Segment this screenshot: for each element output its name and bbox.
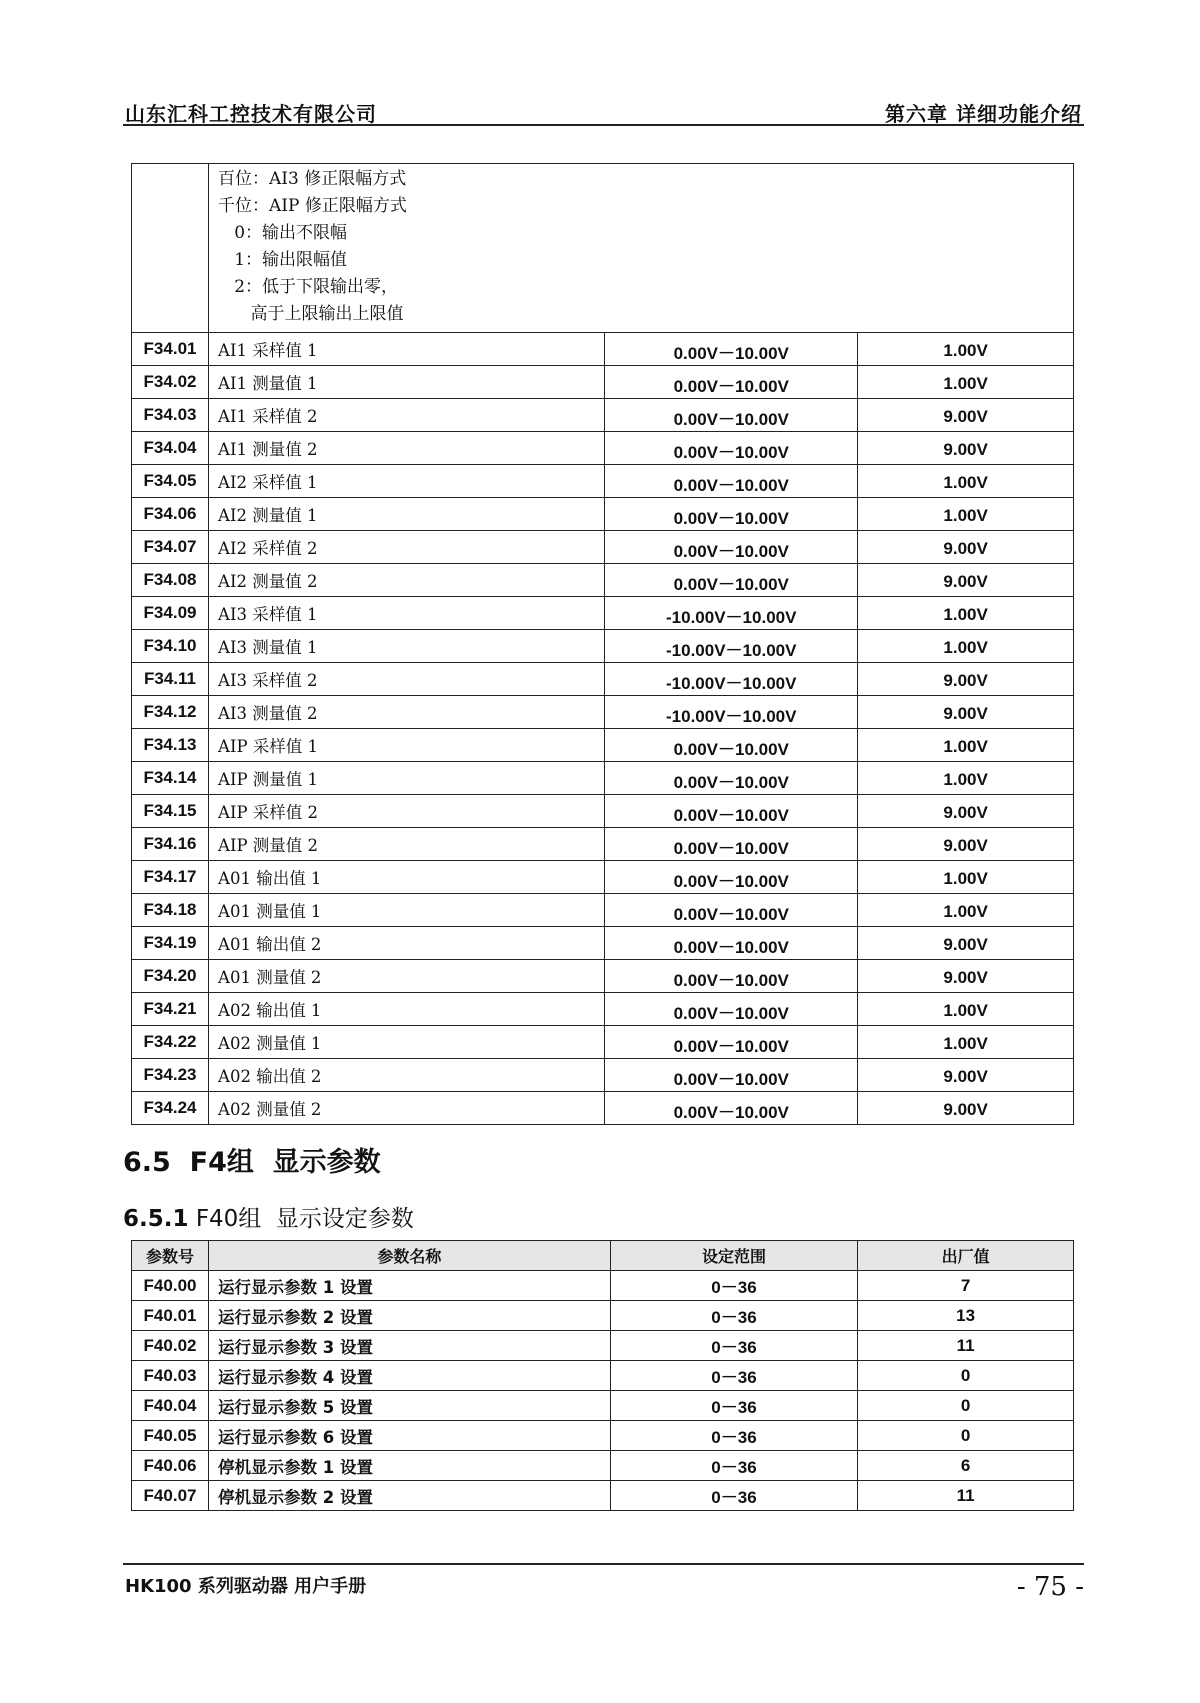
setting-range: -10.00V－10.00V: [605, 597, 858, 630]
setting-range: 0－36: [610, 1421, 858, 1451]
setting-range: 0.00V－10.00V: [605, 894, 858, 927]
table-row: [132, 366, 1074, 399]
setting-range: 0.00V－10.00V: [605, 399, 858, 432]
setting-range: 0.00V－10.00V: [605, 927, 858, 960]
table-row: [132, 894, 1074, 927]
table-header-row: [132, 1241, 1074, 1271]
header-param-code: 参数号: [132, 1241, 209, 1271]
factory-default: 1.00V: [858, 333, 1074, 366]
table-row: [132, 696, 1074, 729]
table-row: [132, 960, 1074, 993]
param-code: F34.16: [132, 828, 209, 861]
setting-range: 0.00V－10.00V: [605, 465, 858, 498]
param-code: F34.24: [132, 1092, 209, 1125]
param-name: A02 输出值 2: [209, 1059, 605, 1092]
factory-default: 9.00V: [858, 828, 1074, 861]
subsection-number: 6.5.1: [123, 1206, 189, 1232]
setting-range: 0.00V－10.00V: [605, 1026, 858, 1059]
param-name: AI3 测量值 2: [209, 696, 605, 729]
param-name: AI2 测量值 1: [209, 498, 605, 531]
table-row: [132, 1026, 1074, 1059]
param-name: AI3 采样值 1: [209, 597, 605, 630]
setting-range: 0－36: [610, 1271, 858, 1301]
setting-range: 0.00V－10.00V: [605, 333, 858, 366]
continuation-row: [132, 164, 1074, 333]
param-code: F34.07: [132, 531, 209, 564]
subsection-title: F40组 显示设定参数: [195, 1206, 414, 1232]
param-name: A01 输出值 1: [209, 861, 605, 894]
param-code: F34.22: [132, 1026, 209, 1059]
setting-range: 0.00V－10.00V: [605, 366, 858, 399]
param-code: F34.04: [132, 432, 209, 465]
factory-default: 7: [858, 1271, 1074, 1301]
param-code: F34.21: [132, 993, 209, 1026]
table-row: [132, 993, 1074, 1026]
table-row: [132, 432, 1074, 465]
setting-range: 0.00V－10.00V: [605, 432, 858, 465]
param-name: AI1 测量值 2: [209, 432, 605, 465]
setting-range: 0－36: [610, 1331, 858, 1361]
factory-default: 1.00V: [858, 1026, 1074, 1059]
param-code: F34.03: [132, 399, 209, 432]
factory-default: 9.00V: [858, 531, 1074, 564]
factory-default: 1.00V: [858, 366, 1074, 399]
param-name: 运行显示参数 2 设置: [209, 1301, 611, 1331]
table-row: [132, 531, 1074, 564]
param-name: AI2 采样值 1: [209, 465, 605, 498]
setting-range: 0.00V－10.00V: [605, 729, 858, 762]
table-row: [132, 465, 1074, 498]
setting-range: 0.00V－10.00V: [605, 531, 858, 564]
param-name: AI3 采样值 2: [209, 663, 605, 696]
factory-default: 9.00V: [858, 399, 1074, 432]
factory-default: 9.00V: [858, 960, 1074, 993]
factory-default: 0: [858, 1421, 1074, 1451]
param-code: F34.02: [132, 366, 209, 399]
table-row: [132, 399, 1074, 432]
factory-default: 1.00V: [858, 630, 1074, 663]
continuation-line: 1：输出限幅值: [218, 250, 348, 270]
factory-default: 1.00V: [858, 597, 1074, 630]
param-code: F34.23: [132, 1059, 209, 1092]
table-row: [132, 1092, 1074, 1125]
param-name: 运行显示参数 5 设置: [209, 1391, 611, 1421]
table-row: [132, 1361, 1074, 1391]
table-row: [132, 1481, 1074, 1511]
param-code: F40.04: [132, 1391, 209, 1421]
subsection-heading: [123, 1200, 414, 1233]
section-number: 6.5: [123, 1147, 171, 1178]
param-name: AI2 采样值 2: [209, 531, 605, 564]
setting-range: 0－36: [610, 1391, 858, 1421]
param-code: F40.00: [132, 1271, 209, 1301]
param-code: F34.13: [132, 729, 209, 762]
table-row: [132, 1451, 1074, 1481]
setting-range: 0.00V－10.00V: [605, 993, 858, 1026]
table-row: [132, 630, 1074, 663]
param-code: F34.10: [132, 630, 209, 663]
continuation-description: [209, 164, 858, 333]
continuation-code-cell: [132, 164, 209, 333]
table-row: [132, 498, 1074, 531]
param-name: A02 测量值 2: [209, 1092, 605, 1125]
param-code: F34.01: [132, 333, 209, 366]
param-name: A01 输出值 2: [209, 927, 605, 960]
table-row: [132, 1391, 1074, 1421]
continuation-line: 百位：AI3 修正限幅方式: [218, 169, 407, 189]
param-name: AI3 测量值 1: [209, 630, 605, 663]
factory-default: 9.00V: [858, 432, 1074, 465]
param-code: F34.12: [132, 696, 209, 729]
setting-range: 0－36: [610, 1481, 858, 1511]
param-name: AIP 测量值 1: [209, 762, 605, 795]
factory-default: 9.00V: [858, 564, 1074, 597]
param-code: F34.18: [132, 894, 209, 927]
factory-default: 1.00V: [858, 894, 1074, 927]
param-name: 停机显示参数 1 设置: [209, 1451, 611, 1481]
param-code: F40.02: [132, 1331, 209, 1361]
setting-range: 0－36: [610, 1361, 858, 1391]
param-code: F34.06: [132, 498, 209, 531]
factory-default: 11: [858, 1481, 1074, 1511]
setting-range: 0.00V－10.00V: [605, 861, 858, 894]
factory-default: 0: [858, 1361, 1074, 1391]
param-code: F34.09: [132, 597, 209, 630]
manual-title: HK100 系列驱动器 用户手册: [125, 1576, 367, 1597]
table-row: [132, 828, 1074, 861]
company-name: 山东汇科工控技术有限公司: [125, 102, 377, 126]
param-code: F34.11: [132, 663, 209, 696]
table-row: [132, 564, 1074, 597]
param-name: AI1 采样值 2: [209, 399, 605, 432]
param-name: A02 输出值 1: [209, 993, 605, 1026]
param-name: A01 测量值 2: [209, 960, 605, 993]
factory-default: 1.00V: [858, 762, 1074, 795]
param-name: AI1 采样值 1: [209, 333, 605, 366]
table-row: [132, 1059, 1074, 1092]
param-code: F34.19: [132, 927, 209, 960]
table-row: [132, 1301, 1074, 1331]
page-header: [123, 96, 1084, 126]
param-name: AIP 采样值 2: [209, 795, 605, 828]
setting-range: -10.00V－10.00V: [605, 663, 858, 696]
factory-default: 1.00V: [858, 861, 1074, 894]
param-name: AIP 采样值 1: [209, 729, 605, 762]
param-code: F40.05: [132, 1421, 209, 1451]
table-row: [132, 333, 1074, 366]
continuation-line: 高于上限输出上限值: [218, 304, 404, 324]
param-code: F40.07: [132, 1481, 209, 1511]
param-code: F34.20: [132, 960, 209, 993]
factory-default: 9.00V: [858, 1092, 1074, 1125]
factory-default: 9.00V: [858, 795, 1074, 828]
factory-default: 1.00V: [858, 729, 1074, 762]
footer-rule: [123, 1563, 1084, 1565]
table-row: [132, 663, 1074, 696]
setting-range: 0.00V－10.00V: [605, 564, 858, 597]
setting-range: 0.00V－10.00V: [605, 762, 858, 795]
factory-default: 0: [858, 1391, 1074, 1421]
factory-default: 1.00V: [858, 498, 1074, 531]
param-name: A02 测量值 1: [209, 1026, 605, 1059]
factory-default: 9.00V: [858, 696, 1074, 729]
param-code: F34.15: [132, 795, 209, 828]
header-factory-default: 出厂值: [858, 1241, 1074, 1271]
param-name: 运行显示参数 6 设置: [209, 1421, 611, 1451]
factory-default: 9.00V: [858, 927, 1074, 960]
table-row: [132, 762, 1074, 795]
param-name: 运行显示参数 4 设置: [209, 1361, 611, 1391]
param-code: F40.06: [132, 1451, 209, 1481]
continuation-line: 2：低于下限输出零，: [218, 277, 399, 297]
f40-parameter-table: [131, 1240, 1074, 1511]
param-code: F34.08: [132, 564, 209, 597]
param-code: F40.01: [132, 1301, 209, 1331]
setting-range: 0－36: [610, 1301, 858, 1331]
factory-default: 9.00V: [858, 663, 1074, 696]
factory-default: 13: [858, 1301, 1074, 1331]
param-name: 运行显示参数 3 设置: [209, 1331, 611, 1361]
setting-range: 0.00V－10.00V: [605, 960, 858, 993]
param-name: A01 测量值 1: [209, 894, 605, 927]
param-name: AI1 测量值 1: [209, 366, 605, 399]
setting-range: 0.00V－10.00V: [605, 1092, 858, 1125]
setting-range: 0－36: [610, 1451, 858, 1481]
table-row: [132, 795, 1074, 828]
section-heading: [123, 1140, 381, 1179]
param-code: F34.05: [132, 465, 209, 498]
table-row: [132, 1421, 1074, 1451]
continuation-default-cell: [858, 164, 1074, 333]
setting-range: -10.00V－10.00V: [605, 630, 858, 663]
table-row: [132, 1331, 1074, 1361]
factory-default: 11: [858, 1331, 1074, 1361]
continuation-line: 千位：AIP 修正限幅方式: [218, 196, 407, 216]
table-row: [132, 861, 1074, 894]
header-setting-range: 设定范围: [610, 1241, 858, 1271]
f34-parameter-table: [131, 163, 1074, 1125]
table-row: [132, 927, 1074, 960]
param-name: 运行显示参数 1 设置: [209, 1271, 611, 1301]
setting-range: 0.00V－10.00V: [605, 795, 858, 828]
param-code: F34.17: [132, 861, 209, 894]
page-number: - 75 -: [1016, 1572, 1084, 1602]
factory-default: 1.00V: [858, 993, 1074, 1026]
section-title: F4组 显示参数: [189, 1147, 381, 1178]
param-code: F34.14: [132, 762, 209, 795]
header-param-name: 参数名称: [209, 1241, 611, 1271]
table-row: [132, 1271, 1074, 1301]
factory-default: 6: [858, 1451, 1074, 1481]
chapter-title: 第六章 详细功能介绍: [885, 102, 1082, 126]
table-row: [132, 729, 1074, 762]
setting-range: -10.00V－10.00V: [605, 696, 858, 729]
param-name: AIP 测量值 2: [209, 828, 605, 861]
param-name: AI2 测量值 2: [209, 564, 605, 597]
setting-range: 0.00V－10.00V: [605, 1059, 858, 1092]
setting-range: 0.00V－10.00V: [605, 828, 858, 861]
factory-default: 9.00V: [858, 1059, 1074, 1092]
param-name: 停机显示参数 2 设置: [209, 1481, 611, 1511]
setting-range: 0.00V－10.00V: [605, 498, 858, 531]
continuation-line: 0：输出不限幅: [218, 223, 348, 243]
table-row: [132, 597, 1074, 630]
factory-default: 1.00V: [858, 465, 1074, 498]
param-code: F40.03: [132, 1361, 209, 1391]
